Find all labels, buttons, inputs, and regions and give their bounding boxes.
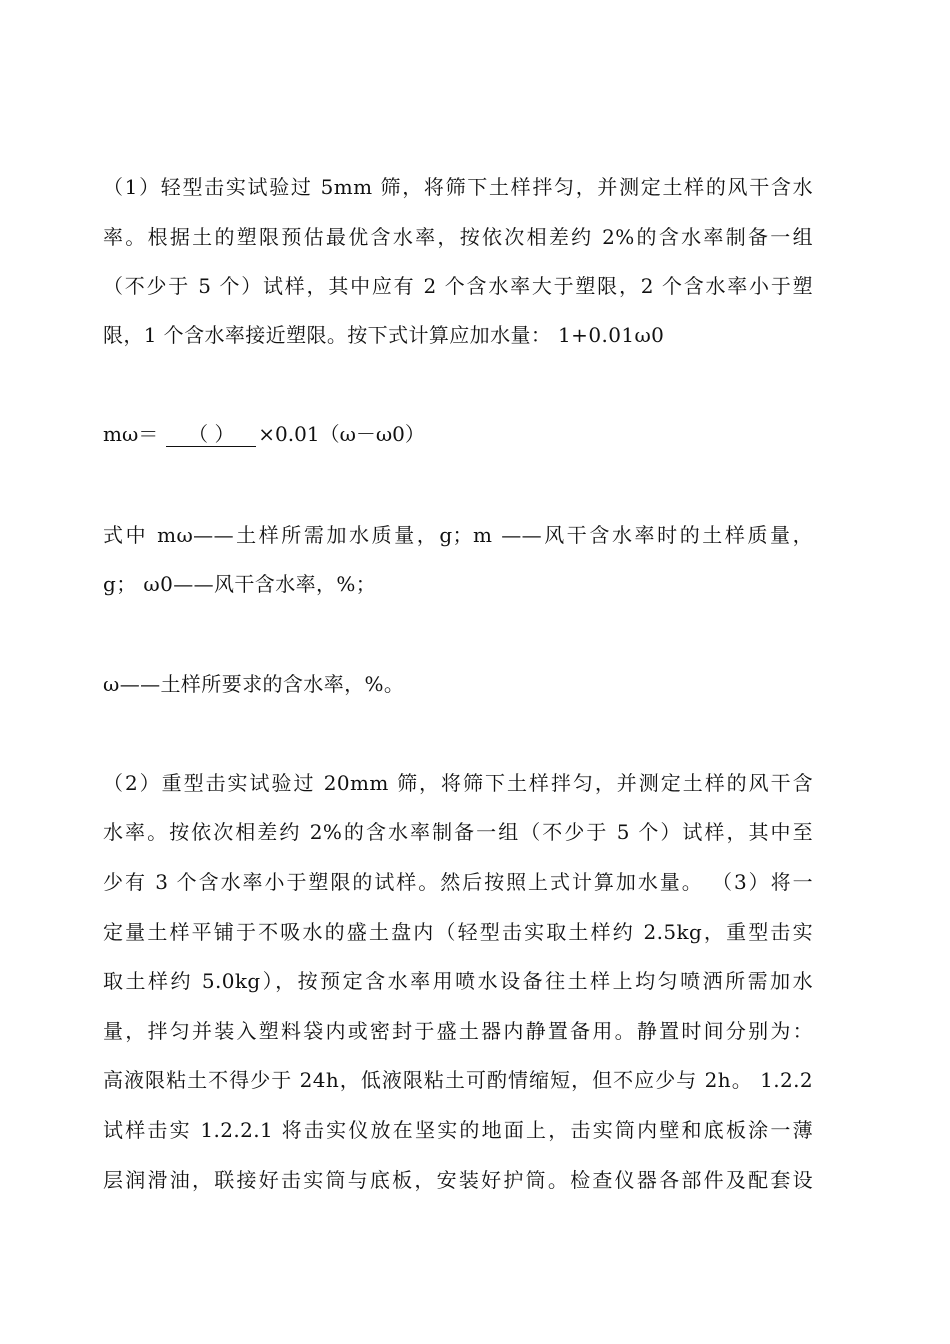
- para2-line-6: 量，拌匀并装入塑料袋内或密封于盛土器内静置备用。静置时间分别为：: [103, 1019, 813, 1043]
- para2-line-8: 试样击实 1.2.2.1 将击实仪放在坚实的地面上，击实筒内壁和底板涂一薄: [103, 1118, 813, 1142]
- para1-line-3: （不少于 5 个）试样，其中应有 2 个含水率大于塑限，2 个含水率小于塑: [103, 274, 813, 298]
- para2-line-9: 层润滑油，联接好击实筒与底板，安装好护筒。检查仪器各部件及配套设: [103, 1168, 813, 1192]
- para2-line-5: 取土样约 5.0kg），按预定含水率用喷水设备往土样上均匀喷洒所需加水: [103, 969, 813, 993]
- para2-line-1: （2）重型击实试验过 20mm 筛，将筛下土样拌匀，并测定土样的风干含: [103, 771, 813, 795]
- para1-line-4: 限，1 个含水率接近塑限。按下式计算应加水量： 1+0.01ω0: [103, 323, 665, 347]
- para1-line-2: 率。根据土的塑限预估最优含水率，按依次相差约 2%的含水率制备一组: [103, 225, 813, 249]
- para1-line-1: （1）轻型击实试验过 5mm 筛，将筛下土样拌匀，并测定土样的风干含水: [103, 175, 813, 199]
- water-formula: [103, 420, 425, 452]
- formula-rhs: ×0.01（ω－ω0）: [258, 422, 425, 446]
- formula-fraction-numerator: （ ）: [166, 422, 256, 447]
- para2-line-7: 高液限粘土不得少于 24h，低液限粘土可酌情缩短，但不应少与 2h。 1.2.2: [103, 1068, 813, 1092]
- definitions-omega-line: ω——土样所要求的含水率，%。: [103, 672, 405, 696]
- formula-lhs: mω＝: [103, 422, 159, 446]
- definitions-line-1: 式中 mω——土样所需加水质量，g；m ——风干含水率时的土样质量，: [103, 523, 813, 547]
- definitions-line-2: g； ω0——风干含水率，%；: [103, 572, 377, 596]
- para2-line-3: 少有 3 个含水率小于塑限的试样。然后按照上式计算加水量。 （3）将一: [103, 870, 813, 894]
- para2-line-2: 水率。按依次相差约 2%的含水率制备一组（不少于 5 个）试样，其中至: [103, 820, 813, 844]
- para2-line-4: 定量土样平铺于不吸水的盛土盘内（轻型击实取土样约 2.5kg，重型击实: [103, 920, 813, 944]
